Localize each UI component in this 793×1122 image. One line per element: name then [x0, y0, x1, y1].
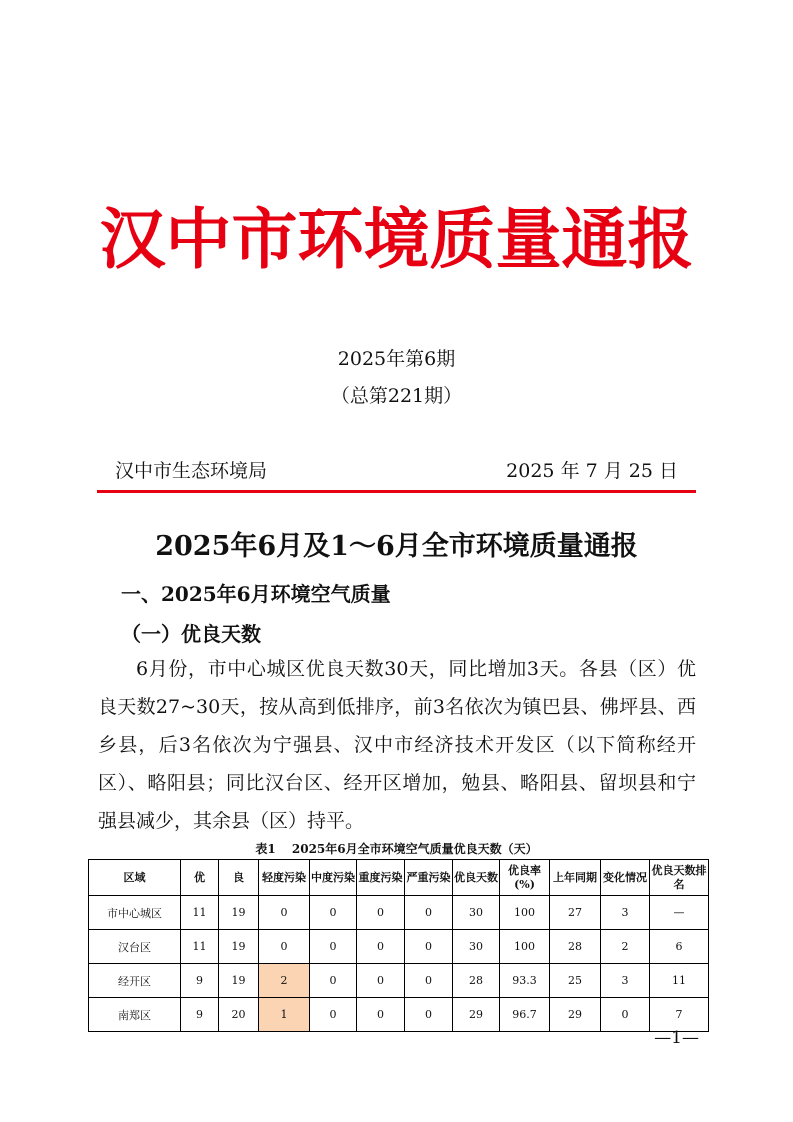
table-header-row [89, 860, 709, 896]
table-cell: 6 [650, 930, 709, 964]
table-cell: 11 [650, 964, 709, 998]
table-cell: 19 [219, 964, 259, 998]
table-cell: 0 [357, 930, 405, 964]
table-cell: 0 [310, 964, 357, 998]
issuing-org: 汉中市生态环境局 [115, 460, 268, 482]
table-cell: 30 [453, 896, 500, 930]
section-heading: 一、2025年6月环境空气质量 [121, 582, 391, 606]
table-cell: 3 [601, 964, 650, 998]
highlighted-cell: 2 [259, 964, 310, 998]
red-divider [97, 490, 696, 493]
column-header: 中度污染 [310, 860, 357, 896]
column-header: 变化情况 [601, 860, 650, 896]
table-cell: 28 [550, 930, 601, 964]
table-cell: 19 [219, 930, 259, 964]
table-cell: 100 [500, 896, 550, 930]
table-cell: 0 [259, 896, 310, 930]
body-paragraph: 6月份，市中心城区优良天数30天，同比增加3天。各县（区）优良天数27~30天，按从高到低排序，前3名依次为镇巴县、佛坪县、西乡县，后3名依次为宁强县、汉中市经济技术开发区（以下简称经开区）、略阳县；同比汉台区、经开区增加，勉县、略阳县、留坝县和宁强县减少，其余县（区）持平。 [98, 658, 696, 832]
table-cell: 29 [550, 998, 601, 1032]
table-cell: 100 [500, 930, 550, 964]
masthead-title: 汉中市环境质量通报 [99, 200, 694, 278]
table-cell: 7 [650, 998, 709, 1032]
table-cell: — [650, 896, 709, 930]
good-days-table [88, 859, 709, 1032]
issue-total: （总第221期） [330, 385, 463, 407]
table-row [89, 896, 709, 930]
table-cell: 0 [310, 930, 357, 964]
table-cell: 11 [181, 930, 219, 964]
table-cell: 0 [357, 998, 405, 1032]
table-cell: 29 [453, 998, 500, 1032]
table-cell: 20 [219, 998, 259, 1032]
table-cell: 27 [550, 896, 601, 930]
column-header: 轻度污染 [259, 860, 310, 896]
table-cell: 0 [357, 896, 405, 930]
table-caption: 表1 2025年6月全市环境空气质量优良天数（天） [255, 842, 538, 856]
table-cell: 96.7 [500, 998, 550, 1032]
table-cell: 0 [601, 998, 650, 1032]
table-cell: 0 [357, 964, 405, 998]
issue-date: 2025 年 7 月 25 日 [506, 460, 678, 482]
column-header: 上年同期 [550, 860, 601, 896]
table-cell: 0 [310, 998, 357, 1032]
highlighted-cell: 1 [259, 998, 310, 1032]
table-cell: 2 [601, 930, 650, 964]
table-row [89, 998, 709, 1032]
table-cell: 0 [259, 930, 310, 964]
column-header: 优良天数排名 [650, 860, 709, 896]
table-cell: 0 [405, 998, 453, 1032]
table-cell: 南郑区 [89, 998, 181, 1032]
table-row [89, 930, 709, 964]
column-header: 优良率(%) [500, 860, 550, 896]
table-cell: 0 [310, 896, 357, 930]
column-header: 严重污染 [405, 860, 453, 896]
table-cell: 0 [405, 964, 453, 998]
column-header: 重度污染 [357, 860, 405, 896]
table-cell: 9 [181, 964, 219, 998]
table-cell: 市中心城区 [89, 896, 181, 930]
table-cell: 0 [405, 896, 453, 930]
table-cell: 3 [601, 896, 650, 930]
table-cell: 经开区 [89, 964, 181, 998]
column-header: 良 [219, 860, 259, 896]
table-cell: 25 [550, 964, 601, 998]
table-cell: 30 [453, 930, 500, 964]
table-cell: 19 [219, 896, 259, 930]
subsection-heading: （一）优良天数 [121, 622, 261, 646]
column-header: 区域 [89, 860, 181, 896]
table-cell: 93.3 [500, 964, 550, 998]
issue-number: 2025年第6期 [337, 348, 456, 370]
table-cell: 0 [405, 930, 453, 964]
table-cell: 9 [181, 998, 219, 1032]
column-header: 优 [181, 860, 219, 896]
table-cell: 汉台区 [89, 930, 181, 964]
table-cell: 28 [453, 964, 500, 998]
table-cell: 11 [181, 896, 219, 930]
page-number: —1— [654, 1028, 699, 1048]
column-header: 优良天数 [453, 860, 500, 896]
document-title: 2025年6月及1～6月全市环境质量通报 [155, 531, 638, 562]
table-row [89, 964, 709, 998]
